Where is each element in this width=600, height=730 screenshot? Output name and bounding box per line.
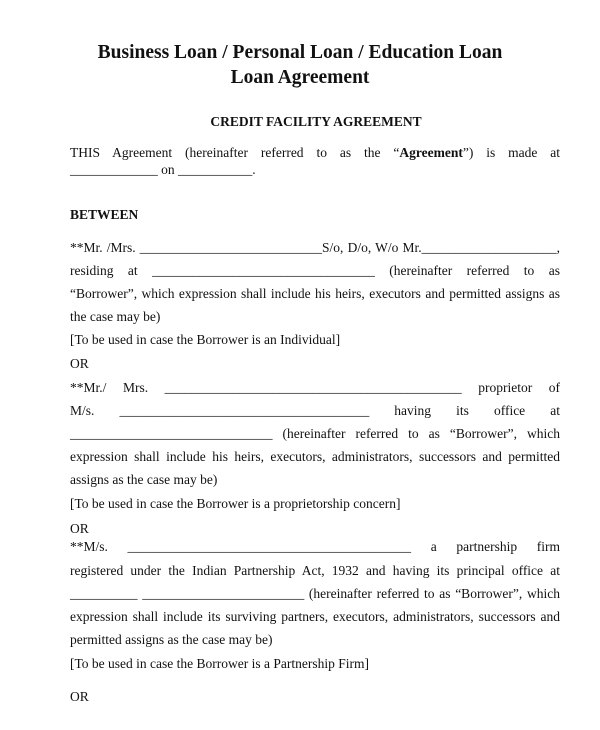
- or-separator: OR: [70, 356, 89, 371]
- document-subtitle-loan-agreement: Loan Agreement: [230, 67, 370, 88]
- proprietor-line-5: assigns as the case may be): [70, 472, 218, 487]
- or-separator: OR: [70, 521, 89, 536]
- intro-text-pre: THIS Agreement (hereinafter referred to as the “: [70, 145, 400, 160]
- proprietor-note: [To be used in case the Borrower is a proprietorship concern]: [70, 496, 401, 511]
- individual-line-1: **Mr. /Mrs. ___________________________S/o, D/o, W/o Mr.____________________,: [70, 240, 560, 255]
- partnership-line-4: expression shall include its surviving partners, executors, administrators, successors and: [70, 609, 560, 624]
- proprietor-line-4: expression shall include his heirs, executors, administrators, successors and permitted: [70, 449, 560, 464]
- partnership-line-5: permitted assigns as the case may be): [70, 632, 273, 647]
- section-heading-credit-facility: CREDIT FACILITY AGREEMENT: [210, 114, 422, 129]
- individual-line-3: “Borrower”, which expression shall include his heirs, executors and permitted assigns as: [70, 286, 560, 301]
- partnership-line-3: __________ ________________________ (hereinafter referred to as “Borrower”, which: [70, 586, 560, 601]
- individual-note: [To be used in case the Borrower is an Individual]: [70, 332, 341, 347]
- intro-text-post: ”) is made at: [462, 145, 560, 160]
- partnership-line-1: **M/s. __________________________________________ a partnership firm: [70, 539, 560, 554]
- document-title: Business Loan / Personal Loan / Education Loan: [97, 42, 503, 63]
- between-heading: BETWEEN: [70, 207, 139, 222]
- individual-line-4: the case may be): [70, 309, 161, 324]
- partnership-note: [To be used in case the Borrower is a Partnership Firm]: [70, 656, 369, 671]
- proprietor-line-3: ______________________________ (hereinafter referred to as “Borrower”, which: [70, 426, 560, 441]
- intro-line-2: _____________ on ___________.: [70, 162, 256, 177]
- intro-line-1: [70, 145, 560, 161]
- proprietor-line-2: M/s. _____________________________________ having its office at: [70, 403, 560, 418]
- partnership-line-2: registered under the Indian Partnership Act, 1932 and having its principal office at: [70, 563, 560, 578]
- proprietor-line-1: **Mr./ Mrs. ____________________________________________ proprietor of: [70, 380, 560, 395]
- or-separator: OR: [70, 689, 89, 704]
- intro-text-bold: Agreement: [399, 145, 463, 160]
- individual-line-2: residing at _________________________________ (hereinafter referred to as: [70, 263, 560, 278]
